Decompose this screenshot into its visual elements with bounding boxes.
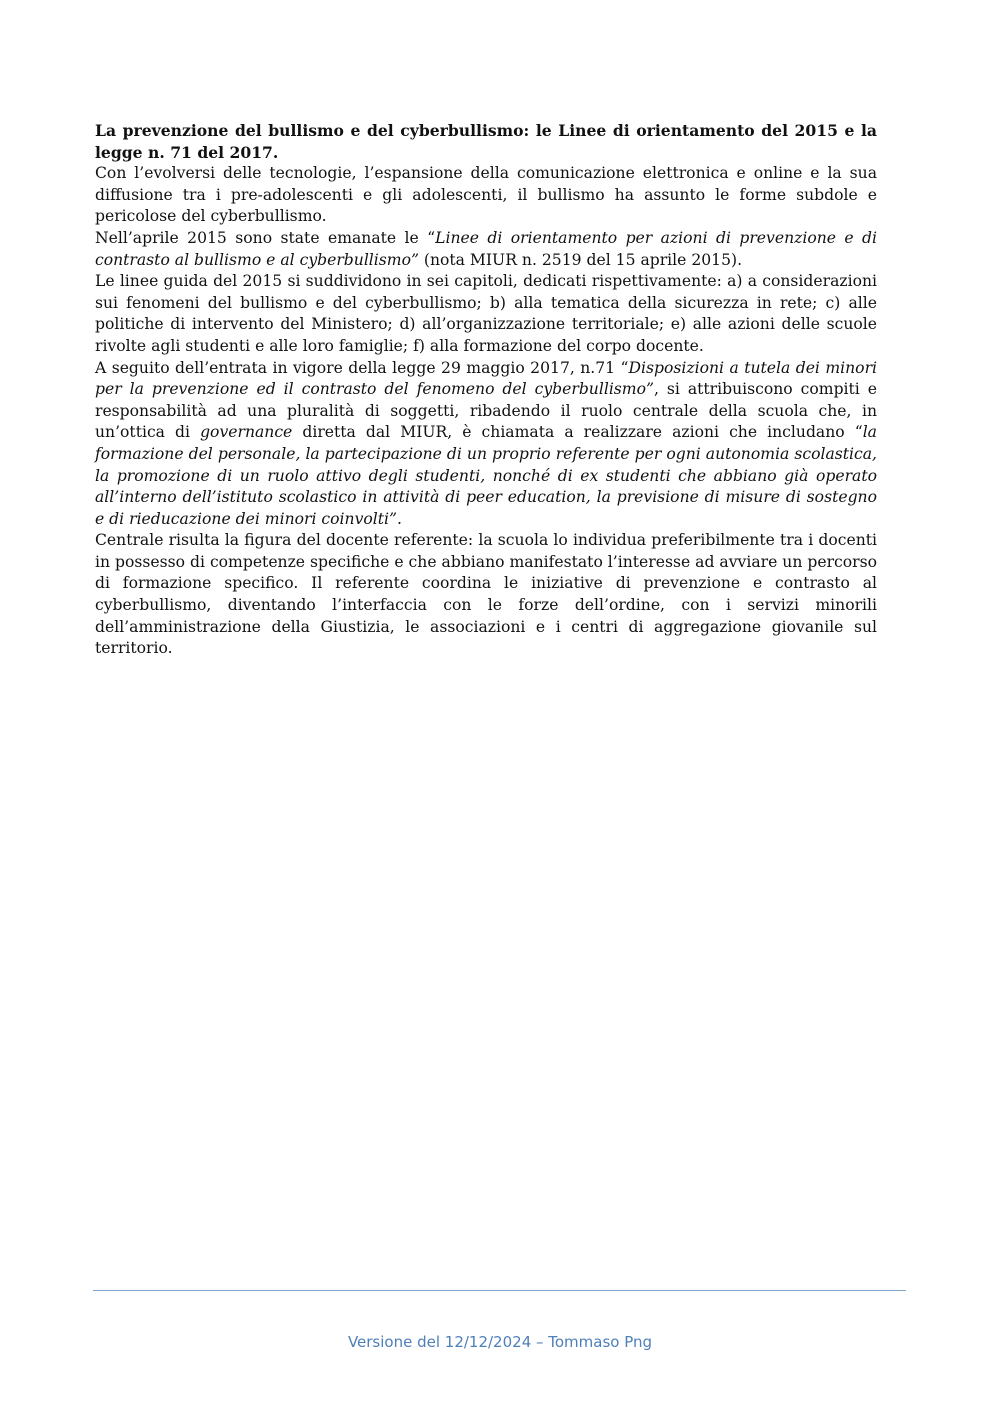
italic-run: Disposizioni a tutela dei minori per la prevenzione ed il contrasto del fenomeno del cyberbullismo” <box>95 358 878 399</box>
paragraph-linee-orientamento <box>95 228 877 271</box>
paragraph-linee-guida: Le linee guida del 2015 si suddividono in sei capitoli, dedicati rispettivamente: a) a considerazioni sui fenomeni del bullismo e del cyberbullismo; b) alla tematica della sicurezza in rete; c) alle politiche di intervento del Ministero; d) all’organizzazione territoriale; e) alle azioni delle scuole rivolte agli studenti e alle loro famiglie; f) alla formazione del corpo docente. <box>95 272 877 355</box>
text-run: , si attribuiscono compiti e responsabilità ad una pluralità di soggetti, ribadendo il ruolo centrale della scuola che, in un’ottica di <box>95 380 877 442</box>
text-run: Nell’aprile 2015 sono state emanate le “ <box>95 228 436 247</box>
text-run: A seguito dell’entrata in vigore della legge 29 maggio 2017, n.71 “ <box>95 358 629 377</box>
paragraph-legge-71 <box>95 358 877 531</box>
paragraph-docente-referente: Centrale risulta la figura del docente referente: la scuola lo individua preferibilmente tra i docenti in possesso di competenze specifiche e che abbiano manifestato l’interesse ad avviare un percorso di formazione specifico. Il referente coordina le iniziative di prevenzione e contrasto al cyberbullismo, diventando l’interfaccia con le forze dell’ordine, con i servizi minorili dell’amministrazione della Giustizia, le associazioni e i centri di aggregazione giovanile sul territorio. <box>95 531 877 658</box>
document-title: La prevenzione del bullismo e del cyberbullismo: le Linee di orientamento del 2015 e la legge n. 71 del 2017. <box>95 121 877 162</box>
document-body <box>95 120 877 660</box>
paragraph-intro: Con l’evolversi delle tecnologie, l’espansione della comunicazione elettronica e online e la sua diffusione tra i pre-adolescenti e gli adolescenti, il bullismo ha assunto le forme subdole e pericolose del cyberbullismo. <box>95 164 877 226</box>
text-run: (nota MIUR n. 2519 del 15 aprile 2015). <box>418 250 743 269</box>
italic-run: governance <box>200 423 293 442</box>
italic-run: Linee di orientamento per azioni di prevenzione e di contrasto al bullismo e al cyberbullismo” <box>95 228 878 269</box>
footer-divider <box>93 1290 906 1291</box>
italic-run: la formazione del personale, la partecipazione di un proprio referente per ogni autonomia scolastica, la promozione di un ruolo attivo degli studenti, nonché di ex studenti che abbiano già operato all’interno dell’istituto scolastico in attività di peer education, la previsione di misure di sostegno e di rieducazione dei minori coinvolti”. <box>95 423 877 528</box>
footer-version: Versione del 12/12/2024 – Tommaso Png <box>347 1333 653 1351</box>
text-run: diretta dal MIUR, è chiamata a realizzare azioni che includano “ <box>292 423 863 442</box>
